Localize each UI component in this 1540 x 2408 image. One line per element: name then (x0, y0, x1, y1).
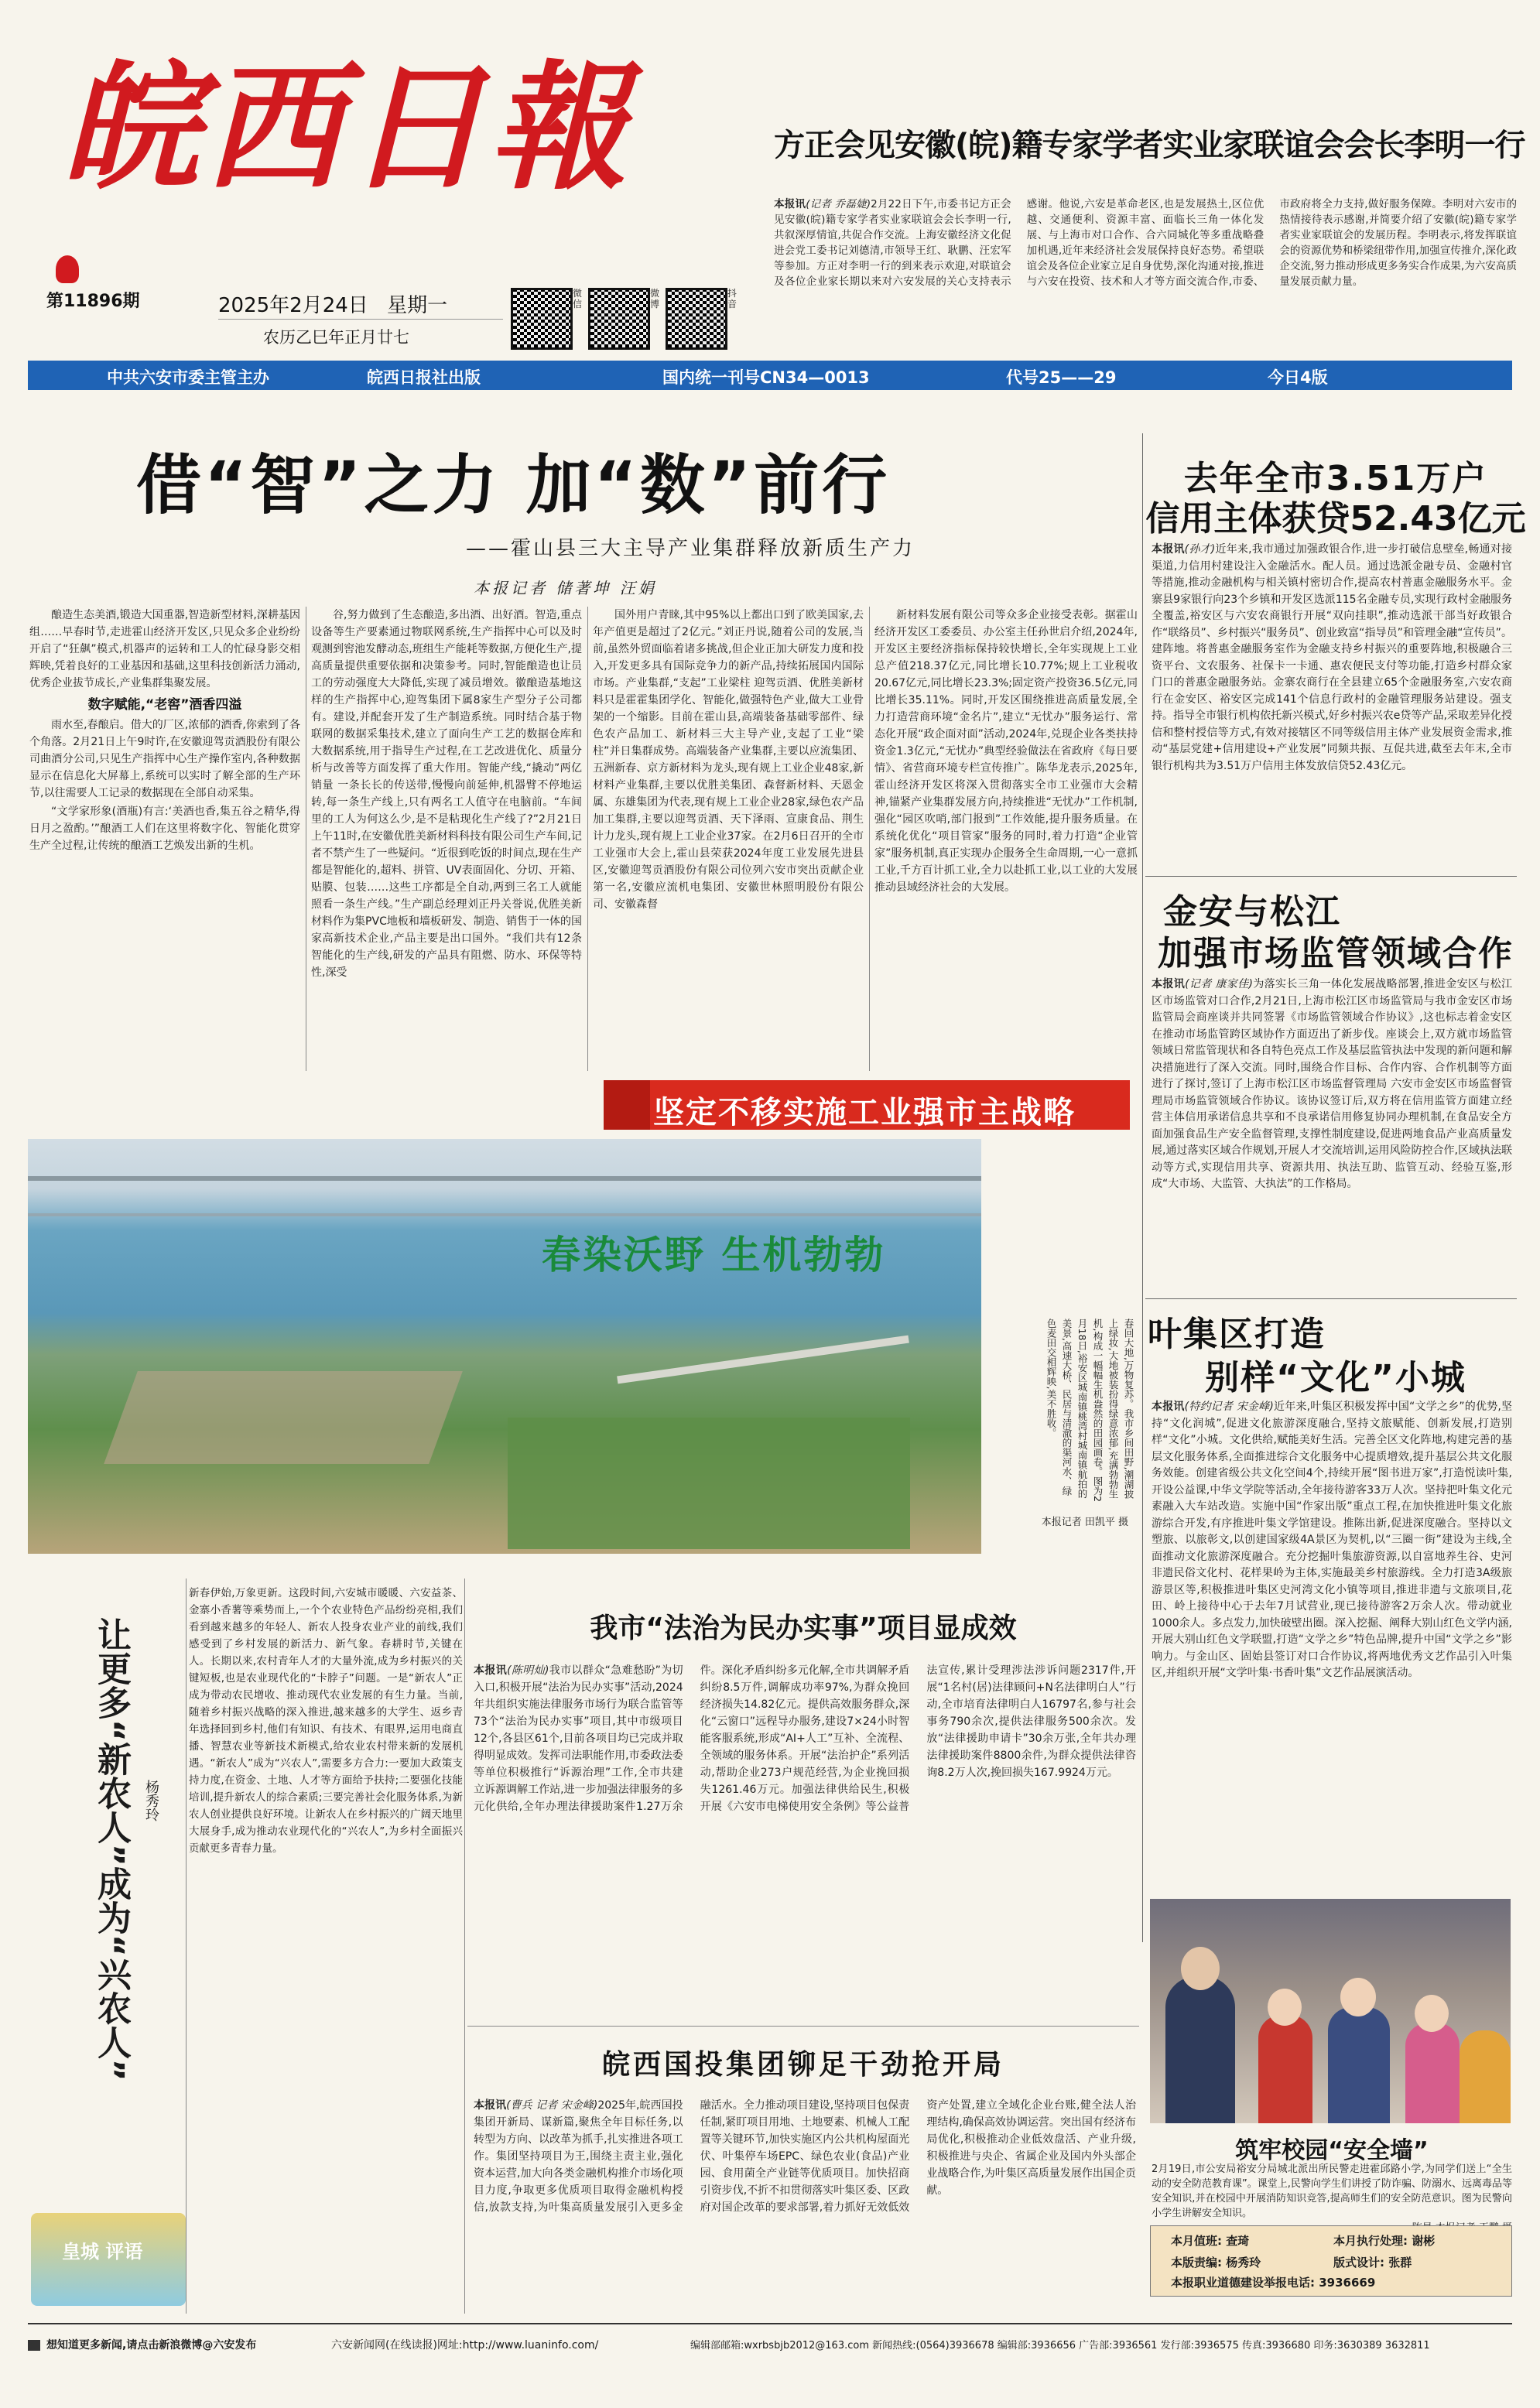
duty-box (1150, 2225, 1512, 2297)
feature-headline: 借“智”之力 加“数”前行 (136, 447, 891, 523)
feature-para: “文学家形象(酒瓶)有言:‘美酒也香,集五谷之精华,得日月之盈酌。’”酿酒工人们在这里将数字化、智能化贯穿生产全过程,让传统的酿酒工艺焕发出新的生机。 (29, 806, 300, 852)
qr-label-wechat: 微信 (573, 288, 583, 310)
culture-body: 近年来,叶集区积极发挥中国“文学之乡”的优势,坚持“文化润城”,促进文化旅游深度融合,坚持文旅赋能、创新发展,打造别样“文化”小城。文化供给,赋能美好生活。完善全区文化阵地,构建完善的基层文化服务体系,全面推进综合文化服务中心提质增效,提升基层公共文化服务效能。创建省级公共文化空间4个,持续开展“图书进万家”,打造悦读叶集,开设公益课,中华文学院等活动,全年接待游客33万人次。坚持把叶集文化元素融入大车站改造。实施中国“作家出版”重点工程,在加快推进叶集文化旅游综合开发,有序推进叶集文学馆建设。推陈出新,促进深度融合。坚持以文塑旅、以旅彰文,以创建国家级4A景区为契机,以“三圈一街”建设为主线,全面推动文化旅游深度融合。充分挖掘叶集旅游资源,以自富地养生谷、史河非遗民俗文化村、花样果岭为主体,实施最美乡村旅游线。全力打造3A级旅游景区等,积极推进叶集区史河湾文化小镇等项目,推进非遗与文旅项目,花田、岭上接待中心于去年7月试营业,现已接待游客2万余人次。带动就业1000余人。多点发力,加快破壁出圈。深入挖掘、阐释大别山红色文学内涵,开展大别山红色文学联盟,打造“文学之乡”特色品牌,提升中国“文学之乡”影响力。与金山区、固始县签订对口合作协议,将两地优秀文艺作品引入叶集区,并组织开展“文学叶集·书香叶集”文艺作品展演活动。 (1152, 1401, 1512, 1679)
qr-code-douyin[interactable] (666, 288, 727, 350)
aerial-credit: 本报记者 田凯平 摄 (1041, 1517, 1128, 1528)
aerial-caption-box (981, 1312, 1141, 1554)
feature-col3-text: 国外用户青睐,其中95%以上都出口到了欧美国家,去年产值更是超过了2亿元。”刘正丹说,随着公司的发展,当前,虽然外贸面临着诸多挑战,但企业正加大研发力度和投入,开发更多具有国际竞争力的新产品,持续拓展国内国际市场。产业集群,“支起”工业梁柱 迎驾贡酒、优胜美新材料只是霍霍集团学化、智能化,做强特色产业,做大工业骨架的一个缩影。目前在霍山县,高端装备基础零部件、绿色农产品加工、新材料三大主导产业,支起了工业“梁柱”并日集群成势。高端装备产业集群,主要以应流集团、五洲新春、京方新材料为龙头,现有规上工业企业48家,新材料产业集群,主要以优胜美集团、森督新材料、天恩金属、东雄集团为代表,现有规上工业企业28家,绿色农产品加工集群,主要以迎驾贡酒、天下泽雨、宣康食品、荆生计力龙头,现有规上工业企业37家。在2月6日召开的全市工业强市大会上,霍山县荣获2024年度工业发展先进县区,安徽迎驾贡酒股份有限公司位列六安市突出贡献企业第一名,安徽应流机电集团、安徽世林照明股份有限公司、安徽森督 (593, 609, 864, 911)
issue-badge (46, 288, 140, 312)
lead-byline-head: 本报讯 (774, 198, 806, 210)
duty-value: 3936669 (1319, 2276, 1376, 2290)
feature-col4-text: 新材料发展有限公司等众多企业接受表彰。据霍山经济开发区工委委员、办公室主任孙世启介绍,2024年,开发区主要经济指标保持较快增长,全年实现规上工业总产值218.37亿元,同比增长10.77%;规上工业税收20.67亿元,同比增长23.3%;固定资产投资36.5亿元,同比增长35.11%。同时,开发区围绕推进高质量发展,全力打造营商环境“金名片”,建立“无忧办”服务运行、常态化开展“政企面对面”活动,2024年,兑现企业各类扶持资金1.3亿元,“无忧办”典型经验做法在省政府《每日要情》、省营商环境专栏宣传推广。陈华龙表示,2025年,霍山经济开发区将深入贯彻落实全市工业强市大会精神,锚紧产业集群发展方向,持续推进“无忧办”工作机制,强化“园区吹哨,部门报到”工作效能,提升服务质量。在系统化优化“项目管家”服务的同时,着力打造“企业管家”服务机制,真正实现办企服务全生命周期,一心一意抓工业,千方百计抓工业,全力以赴抓工业,以工业的大发展推动县域经济社会的大发展。 (874, 609, 1138, 894)
banner-text: 坚定不移实施工业强市主战略 (653, 1095, 1076, 1130)
market-body: 为落实长三角一体化发展战略部署,推进金安区与松江区市场监管对口合作,2月21日,上海市松江区市场监管局与我市金安区市场监管局会商座谈并共同签署《市场监管领域合作协议》,这也标志着金安区在推动市场监管跨区域协作方面迈出了新步伐。座谈会上,双方就市场监管领域日常监管现状和各自特色亮点工作及基层监管执法中发现的新问题和解决措施进行了深入交流。同时,围绕合作目标、合作内容、合作机制等方面进行了探讨,签订了上海市松江区市场监督管理局 六安市金安区市场监督管理局市场监管领域合作协议。该协议签订后,双方将在信用监管方面建立经营主体信用承诺信息共享和不良承诺信用修复协同办理机制,在食品安全方面加强食品生产安全监督管理,支撑性制度建设,促进两地食品产业高质量发展,通过落实区域合作规划,开展人才交流培训,运用风险防控合作,区域执法联动等方式,实现信用共享、资源共用、执法互助、监管互动、经验互鉴,形成“大市场、大监管、大执法”的工作格局。 (1152, 978, 1512, 1190)
qr-code-wechat[interactable] (511, 288, 573, 350)
feature-col-4 (874, 607, 1138, 1071)
duty-value: 张群 (1388, 2256, 1412, 2269)
comment-author: 杨秀玲 (143, 1780, 159, 1821)
footer-website[interactable]: 六安新闻网(在线读报)网址:http://www.luaninfo.com/ (331, 2339, 599, 2352)
culture-headline-2: 别样“文化”小城 (1205, 1358, 1466, 1397)
law-byline-head: 本报讯 (474, 1664, 508, 1677)
date-line (218, 289, 447, 318)
qr-label-weibo: 微博 (650, 288, 660, 310)
footer-bar (28, 2337, 1512, 2360)
info-cn-number: 国内统一刊号CN34—0013 (662, 368, 870, 387)
feature-col-3 (593, 607, 864, 1086)
school-photo (1150, 1899, 1511, 2123)
feature-byline: 本报记者 储著坤 汪娟 (474, 579, 657, 597)
lunar-date: 农历乙巳年正月廿七 (263, 328, 409, 347)
comment-body: 新春伊始,万象更新。这段时间,六安城市暖暖、六安益茶、金寨小香薯等乘势而上,一个个农业特色产品纷纷亮相,我们看到越来越多的年轻人、新农人投身农业产业的前线,我们感受到了乡村发展的新活力、新气象。春耕时节,关键在人。长期以来,农村青年人才的大量外流,成为乡村振兴的关键短板,也是农业现代化的“卡脖子”问题。一是“新农人”正成为带动农民增收、推动现代农业发展的有生力量。当前,随着乡村振兴战略的深入推进,越来越多的大学生、返乡青年选择回到乡村,他们有知识、有技术、有眼界,运用电商直播、智慧农业等新技术新模式,给农业农村带来新的发展机遇。“新农人”成为“兴农人”,需要多方合力:一要加大政策支持力度,在资金、土地、人才等方面给予扶持;二要强化技能培训,提升新农人的综合素质;三要完善社会化服务体系,为新农人创业提供良好环境。让新农人在乡村振兴的广阔天地里大展身手,成为推动农业现代化的“兴农人”,为乡村全面振兴贡献更多青春力量。 (189, 1587, 463, 1855)
law-article (474, 1662, 1136, 2018)
guotou-headline: 皖西国投集团铆足干劲抢开局 (601, 2049, 1004, 2081)
feature-para: 酿造生态美酒,锻造大国重器,智造新型材料,深耕基因组……早春时节,走进霍山经济开发区,只见众多企业纷纷开启了“狂飙”模式,机器声的运转和工人的忙碌身影交相辉映,凭着良好的工业基因和基础,这里科技创新活力涌动,优秀企业拔节成长,产业集群集聚发展。 (29, 609, 300, 689)
guotou-byline-head: 本报讯 (474, 2099, 507, 2112)
lead-byline-author: (记者 乔磊婕) (806, 198, 871, 210)
feature-col2-text: 谷,努力做到了生态酿造,多出酒、出好酒。智造,重点设备等生产要素通过物联网系统,生产指挥中心可以及时观测到窖池发酵动态,班组生产能耗等数据,方便化生产,提高质量提供重要依据和决策参考。同时,智能酿造也让员工的劳动强度大大降低,实现了减员增效。徽酿造基地这样的生产指挥中心,迎驾集团下属8家生产型分子公司都有。建设,并配套开发了生产制造系统。同时结合基于物联网的数据采集技术,建立了面向生产工艺的数据仓库和大数据系统,用于指导生产过程,在工艺改进优化、质量分析与改善等方面发挥了重大作用。智能产线,“撬动”两亿销量 一条长长的传送带,慢慢向前延伸,机器臂不停地运转,每一条生产线上,只有两名工人值守在电脑前。“车间里的工人为何这么少,是不是粘现化生产线了?”2月21日上午11时,在安徽优胜美新材料科技有限公司生产车间,记者不禁产生了一些疑问。“近很到吃饭的时间点,现在生产都是智能化的,超料、拼管、UV表面固化、分切、开箱、贴膜、包装……这些工序都是全自动,两到三名工人就能照看一条生产线。”生产副总经理刘正丹关誉说,优胜美新材料作为集PVC地板和墙板研发、制造、销售于一体的国家高新技术企业,产品主要是出口国外。“我们共有12条智能化的生产线,研发的产品具有阻燃、防水、环保等特性,深受 (311, 609, 582, 979)
culture-byline-author: (特约记者 宋金峰) (1184, 1401, 1274, 1413)
info-sponsor: 中共六安市委主管主办 (107, 368, 269, 387)
info-bar (28, 361, 1512, 390)
issue-number: 第11896期 (46, 292, 140, 311)
loan-headline-1: 去年全市3.51万户 (1183, 459, 1488, 498)
aerial-photo-title: 春染沃野 生机勃勃 (542, 1232, 886, 1278)
guotou-body: 2025年,皖西国投集团开新局、谋新篇,聚焦全年目标任务,以转型为方向、以改革为抓手,扎实推进各项工作。集团坚持项目为王,围绕主责主业,强化资本运营,加大向各类金融机构推介市场化项目力度,争取更多优质项目取得金融机构授信,放款支持,为叶集高质量发展引入更多金融活水。全力推动项目建设,坚持项目包保责任制,紧盯项目用地、土地要素、机械人工配置等关键环节,加快实施区内公共机构屋面光伏、叶集停车场EPC、绿色农业(食品)产业园、食用菌全产业链等优质项目。加快招商引资步伐,不折不扣贯彻落实叶集区委、区政府对国企改革的要求部署,着力抓好无效低效资产处置,建立全域化企业台账,健全法人治理结构,确保高效协调运营。突出国有经济布局优化,积极推动企业低效盘活、产业升级,积极推进与央企、省属企业及国内外头部企业战略合作,为叶集区高质量发展作出国企贡献。 (474, 2099, 1136, 2214)
top-headline: 方正会见安徽(皖)籍专家学者实业家联谊会会长李明一行 (774, 128, 1525, 163)
campaign-banner (604, 1080, 1130, 1130)
lead-body: 2月22日下午,市委书记方正会见安徽(皖)籍专家学者实业家联谊会会长李明一行,共叙深厚情谊,共促合作交流。上海安徽经济文化促进会党工委书记刘德清,市领导王红、耿鹏、汪宏军等参加。方正对李明一行的到来表示欢迎,对联谊会及各位企业家长期以来对六安发展的关心支持表示感谢。他说,六安是革命老区,也是发展热土,区位优越、交通便利、资源丰富、面临长三角一体化发展、与上海市对口合作、合六同城化等多重战略叠加机遇,近年来经济社会发展保持良好态势。希望联谊会及各位企业家立足自身优势,深化沟通对接,推进与六安在投资、技术和人才等方面交流合作,市委、市政府将全力支持,做好服务保障。李明对六安市的热情接待表示感谢,并简要介绍了安徽(皖)籍专家学者实业家联谊会的发展历程。李明表示,将发挥联谊会的资源优势和桥梁纽带作用,加强宣传推介,深化政企交流,努力推动形成更多务实合作成果,为六安高质量发展贡献力量。 (774, 198, 1517, 288)
comment-badge (31, 2213, 186, 2306)
footer-weibo-note: 想知道更多新闻,请点击新浪微博@六安发布 (46, 2339, 257, 2352)
market-byline-author: (记者 康家佳) (1185, 978, 1253, 990)
market-headline-1: 金安与松江 (1163, 892, 1341, 932)
loan-byline-head: 本报讯 (1152, 543, 1185, 556)
market-article (1152, 977, 1512, 1301)
feature-col-2 (311, 607, 582, 1086)
guotou-article (474, 2097, 1136, 2314)
info-pages: 今日4版 (1268, 368, 1328, 387)
culture-byline-head: 本报讯 (1152, 1401, 1185, 1413)
banner-ribbon (604, 1080, 650, 1130)
duty-value: 谢彬 (1412, 2234, 1436, 2248)
culture-headline-1: 叶集区打造 (1148, 1315, 1326, 1354)
aerial-photo (28, 1139, 981, 1554)
duty-value: 查琦 (1226, 2234, 1250, 2248)
logo-flame-icon (56, 255, 79, 283)
school-photo-title: 筑牢校园“安全墙” (1235, 2137, 1429, 2164)
feature-subtitle: 数字赋能,“老窖”酒香四溢 (87, 697, 242, 713)
lead-article (774, 197, 1517, 351)
loan-byline-author: (孙才) (1184, 543, 1216, 556)
law-headline: 我市“法治为民办实事”项目显成效 (590, 1613, 1017, 1644)
info-publisher: 皖西日报社出版 (367, 368, 481, 387)
comment-badge-text: 皇城 评语 (62, 2241, 143, 2263)
loan-article (1152, 542, 1512, 874)
duty-key: 本月执行处理: (1333, 2234, 1408, 2248)
duty-value: 杨秀玲 (1226, 2256, 1261, 2269)
feature-col-1 (29, 607, 300, 1086)
issue-date: 2025年2月24日 (218, 294, 368, 317)
duty-key: 版式设计: (1333, 2256, 1384, 2269)
footer-weibo-icon (28, 2340, 40, 2351)
qr-label-douyin: 抖音 (727, 288, 737, 310)
qr-code-weibo[interactable] (588, 288, 650, 350)
comment-vertical-title: 让更多“新农人”成为“兴农人” (91, 1617, 131, 2081)
market-byline-head: 本报讯 (1152, 978, 1186, 990)
school-photo-caption (1152, 2162, 1512, 2232)
culture-article (1152, 1399, 1512, 1894)
feature-para: 雨水至,春酿启。借大的厂区,浓郁的酒香,你索到了各个角落。2月21日上午9时许,在安徽迎驾贡酒股份有限公司曲酒分公司,只见生产指挥中心生产操作室内,各种数据显示在信息化大屏幕上,系统可以实时了解全部的生产环节,以往需要人工记录的数据现在全部自动采集。 (29, 719, 300, 799)
info-code: 代号25——29 (1006, 368, 1117, 387)
loan-body: 近年来,我市通过加强政银合作,进一步打破信息壁垒,畅通对接渠道,力信用村建设注入金融活水。配人员。通过选派金融专员、金融村官等措施,推动金融机构与相关镇村密切合作,提高农村普惠金融服务水平。金寨县9家银行向23个乡镇和开发区选派115名金融专员,实现行政村金融服务全覆盖,裕安区与六安农商银行开展“双向挂职”,推动选派干部当好政银合作“联络员”、乡村振兴“服务员”、创业致富“指导员”和管理金融“宣传员”。建阵地。将普惠金融服务室作为金融支持乡村振兴的重要阵地,积极融合三资平台、文农服务、社保卡一卡通、惠农便民支付等功能,打造乡村群众家门口的普惠金融服务站。金寨农商行在全县建立65个金融服务室,六安农商行在金安区、裕安区完成141个信息行政村的金融管理服务站建设。强支持。指导全市银行机构依托新兴模式,好乡村振兴农e贷等产品,采取差异化授信和整村授信等方式,有效对接辖区不同等级信用主体产业发展资金需求,推动“基层党建+信用建设+产业发展”同频共振、互促共进,截至去年末,全市银行机构共为3.51万户信用主体发放信贷52.43亿元。 (1152, 543, 1512, 772)
law-body: 我市以群众“急难愁盼”为切入口,积极开展“法治为民办实事”活动,2024年共组织实施法律服务市场行为联合监管等73个“法治为民办实事”项目,其中市级项目12个,各县区61个,目前各项目均已完成并取得明显成效。发挥司法职能作用,市委政法委等单位积极推行“诉源治理”工作,全市共建立诉源调解工作站,进一步加强法律服务的多元化供给,全年办理法律援助案件1.27万余件。深化矛盾纠纷多元化解,全市共调解矛盾纠纷8.5万件,调解成功率97%,为群众挽回经济损失14.82亿元。提供高效服务群众,深化“云窗口”远程导办服务,建设7×24小时智能客服系统,形成“AI+人工”互补、全流程、全领域的服务体系。开展“法治护企”系列活动,帮助企业273户规范经营,为企业挽回损失1261.46万元。加强法律供给民生,积极开展《六安市电梯使用安全条例》等公益普法宣传,累计受理涉法涉诉问题2317件,开展“1名村(居)法律顾问+N名法律明白人”行动,全市培育法律明白人16797名,参与社会事务790余次,提供法律服务500余次。发放“法律援助申请卡”30余万张,全年共办理法律援助案件8800余件,为群众提供法律咨询8.2万人次,挽回损失167.9924万元。 (474, 1664, 1136, 1813)
feature-subhead: ——霍山县三大主导产业集群释放新质生产力 (466, 537, 915, 560)
loan-headline-2: 信用主体获贷52.43亿元 (1145, 499, 1526, 539)
issue-weekday: 星期一 (387, 294, 448, 317)
duty-key: 本报职业道德建设举报电话: (1171, 2276, 1315, 2290)
law-byline-author: (陈明灿) (507, 1664, 549, 1677)
footer-contacts: 编辑部邮箱:wxrbsbjb2012@163.com 新闻热线:(0564)3936678 编辑部:3936656 广告部:3936561 发行部:3936575 传真:3936680 印务:3630389 3632811 (690, 2340, 1430, 2352)
aerial-caption: 春回大地,万物复苏。我市乡间田野,潮湖披上绿妆,大地被装扮得绿意浓郁,充满勃勃生机,构成一幅幅生机盎然的田园画卷。图为2月18日,裕安区城南镇桃湾村城南镇航拍的美景,高速大桥、民居与清澈的渠河水、绿色麦田交相辉映,美不胜收。 (1045, 1319, 1134, 1502)
duty-key: 本月值班: (1171, 2234, 1222, 2248)
newspaper-title: 皖西日報 (62, 46, 631, 208)
school-caption-text: 2月19日,市公安局裕安分局城北派出所民警走进霍邱路小学,为同学们送上“全生动的安全防范教育课”。课堂上,民警向学生们讲授了防诈骗、防溺水、远离毒品等安全知识,并在校园中开展消防知识竞答,提高师生们的安全防范意识。图为民警向小学生讲解安全知识。 (1152, 2163, 1512, 2219)
duty-key: 本版责编: (1171, 2256, 1222, 2269)
market-headline-2: 加强市场监管领域合作 (1158, 934, 1514, 973)
guotou-byline-author: (曹兵 记者 宋金峰) (506, 2099, 598, 2112)
